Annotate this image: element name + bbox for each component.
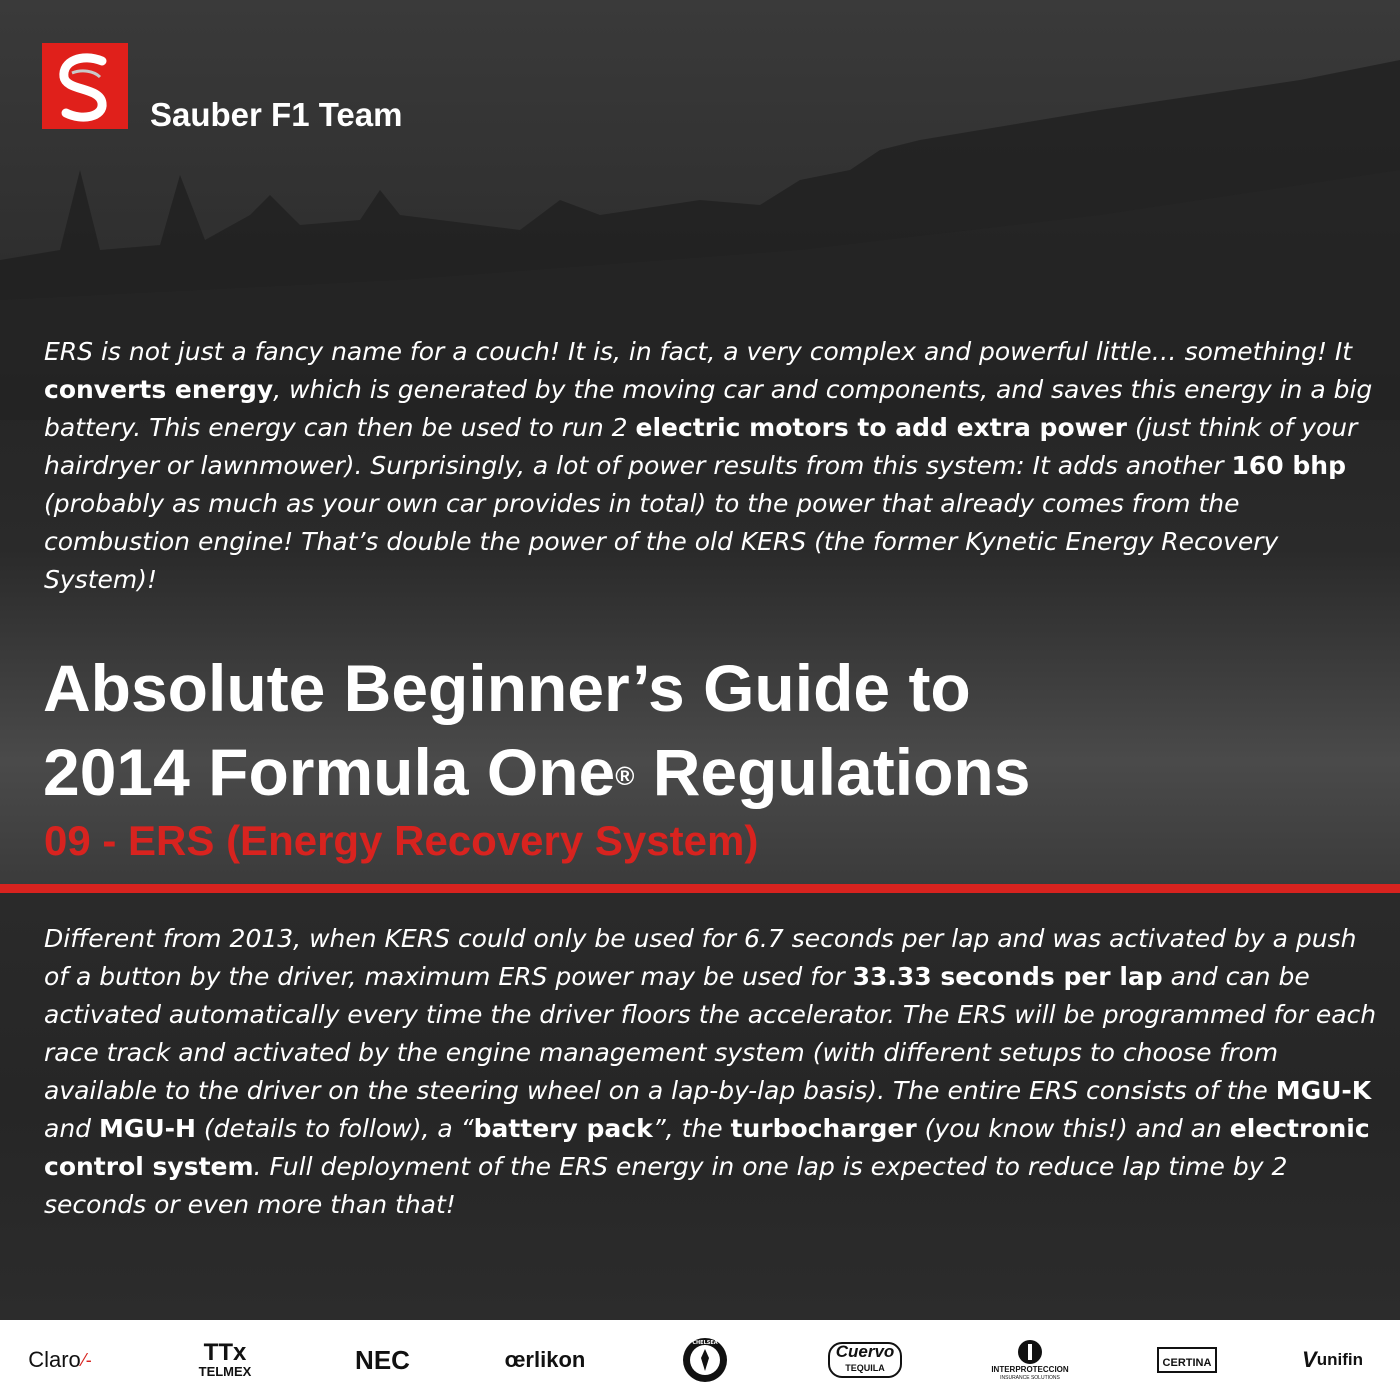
sponsor-unifin: V unifin [1302,1347,1363,1372]
sponsor-cuervo: Cuervo TEQUILA [830,1320,900,1400]
sponsor-chelsea [680,1320,730,1400]
page-title [43,646,1030,814]
telmex-mark-icon: TTx [203,1338,247,1366]
sponsor-claro: Claro ⁄- [28,1347,92,1372]
sponsor-telmex: TTx TELMEX [198,1338,252,1379]
unifin-mark-icon: V [1302,1347,1317,1372]
title-line-2: 2014 Formula One® Regulations [43,735,1031,809]
body-paragraph: Different from 2013, when KERS could only be used for 6.7 seconds per lap and was activated by a push of a button by the driver, maximum ERS power may be used for 33.33 seconds per lap and can be activated automatically every time the driver floors the accelerator. The ERS will be programmed for each race track and activated by the engine management system (with different setups to choose from available to the driver on the steering wheel on a lap-by-lap basis). The entire ERS consists of the MGU-K and MGU-H (details to follow), a “battery pack”, the turbocharger (you know this!) and an electronic control system. Full deployment of the ERS energy in one lap is expected to reduce lap time by 2 seconds or even more than that! [44,924,1377,1219]
sponsor-certina: CERTINA [1152,1320,1222,1400]
svg-text:CHELSEA: CHELSEA [692,1340,718,1346]
sauber-s-icon [42,43,128,129]
sponsor-oerlikon: œrlikon [504,1347,586,1372]
sponsor-nec: NEC [355,1344,410,1375]
registered-mark: ® [615,761,635,791]
sponsor-interproteccion: INTERPROTECCION INSURANCE SOLUTIONS [985,1320,1075,1400]
sponsor-bar [0,1320,1400,1400]
sauber-logo [42,43,128,129]
chelsea-crest-icon [681,1336,729,1384]
claro-rays-icon: ⁄- [82,1349,92,1370]
interproteccion-logo-icon [1017,1339,1043,1365]
page-subtitle: 09 - ERS (Energy Recovery System) [44,817,759,864]
title-line-1: Absolute Beginner’s Guide to [43,651,971,725]
red-divider [0,884,1400,893]
team-name: Sauber F1 Team [150,96,403,133]
intro-paragraph: ERS is not just a fancy name for a couch! It is, in fact, a very complex and powerful little… something! It converts energy, which is generated by the moving car and components, and saves this energy in a big battery. This energy can then be used to run 2 electric motors to add extra power (just think of your hairdryer or lawnmower). Surprisingly, a lot of power results from this system: It adds another 160 bhp (probably as much as your own car provides in total) to the power that already comes from the combustion engine! That’s double the power of the old KERS (the former Kynetic Energy Recovery System)! [44,337,1373,594]
